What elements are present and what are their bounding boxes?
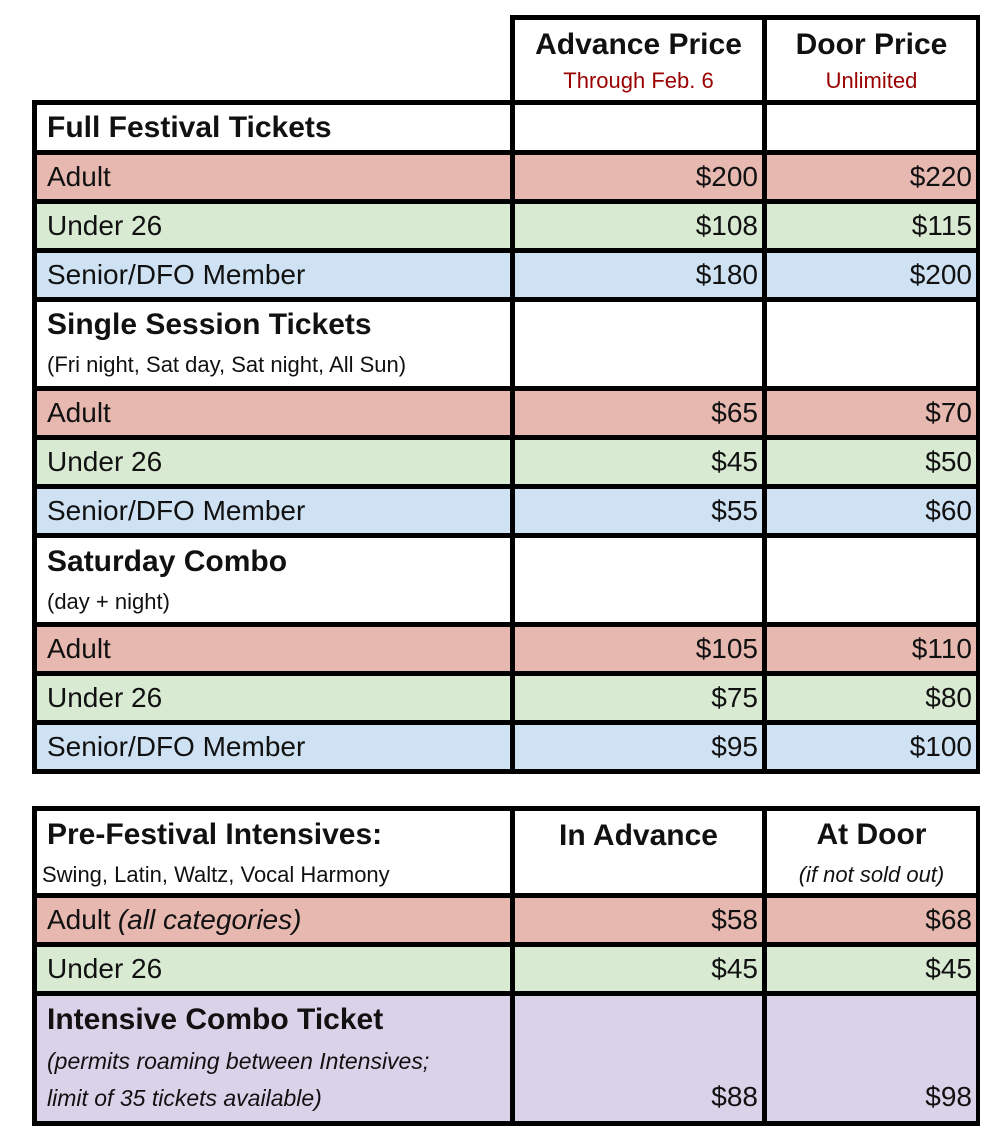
door-price-cell: $68: [767, 898, 976, 942]
section-title: Full Festival Tickets: [47, 110, 332, 144]
in-advance-header: [515, 811, 762, 893]
at-door-subtitle: (if not sold out): [798, 862, 945, 887]
table-row-label: Adult: [37, 155, 510, 199]
intensives-header: [37, 811, 510, 893]
table-row-label: Under 26: [37, 947, 510, 991]
door-price-cell: $80: [767, 676, 976, 720]
table-row-label: Adult: [37, 627, 510, 671]
table-row-label: Under 26: [37, 440, 510, 484]
table-row-label: Senior/DFO Member: [37, 725, 510, 769]
door-price-cell: $115: [767, 204, 976, 248]
empty-cell: [767, 538, 976, 622]
advance-price-cell: $58: [515, 898, 762, 942]
empty-cell: [515, 302, 762, 386]
advance-price-cell: $108: [515, 204, 762, 248]
empty-cell: [515, 538, 762, 622]
section-title: Saturday Combo: [47, 545, 288, 578]
advance-price-subtitle: Through Feb. 6: [563, 68, 714, 93]
advance-price-cell: $200: [515, 155, 762, 199]
door-price-cell: $220: [767, 155, 976, 199]
door-price-cell: $200: [767, 253, 976, 297]
section-title: Pre-Festival Intensives:: [47, 818, 383, 851]
combo-title: Intensive Combo Ticket: [47, 1003, 384, 1036]
door-price-cell: $60: [767, 489, 976, 533]
advance-price-cell: $45: [515, 947, 762, 991]
table-row-label: Adult: [37, 391, 510, 435]
at-door-header: [767, 811, 976, 893]
advance-price-cell: $105: [515, 627, 762, 671]
empty-cell: [767, 302, 976, 386]
door-price-cell: $50: [767, 440, 976, 484]
in-advance-title: In Advance: [559, 819, 718, 852]
table-row-label: Senior/DFO Member: [37, 489, 510, 533]
adult-note: (all categories): [117, 904, 302, 935]
advance-price-cell: $65: [515, 391, 762, 435]
ticket-table: [32, 100, 980, 774]
combo-note-1: (permits roaming between Intensives;: [47, 1048, 430, 1074]
section-full-festival: [37, 105, 510, 150]
door-price-header: [767, 20, 976, 100]
advance-price-cell: $75: [515, 676, 762, 720]
advance-price-header: [515, 20, 762, 100]
door-price-cell: $110: [767, 627, 976, 671]
empty-cell: [515, 105, 762, 150]
section-subtitle: (day + night): [47, 589, 170, 614]
combo-note-2: limit of 35 tickets available): [47, 1085, 322, 1111]
section-single-session: [37, 302, 510, 386]
section-title: Single Session Tickets: [47, 308, 372, 341]
table-row-label: Adult (all categories): [37, 898, 510, 942]
advance-price-cell: $45: [515, 440, 762, 484]
door-price-cell: $70: [767, 391, 976, 435]
advance-price-title: Advance Price: [535, 28, 742, 61]
advance-price-cell: $180: [515, 253, 762, 297]
section-subtitle: (Fri night, Sat day, Sat night, All Sun): [47, 352, 407, 377]
table-row-label: Under 26: [37, 676, 510, 720]
advance-price-cell: $95: [515, 725, 762, 769]
door-price-cell: $100: [767, 725, 976, 769]
advance-price-cell: $88: [515, 996, 762, 1121]
section-subtitle: Swing, Latin, Waltz, Vocal Harmony: [42, 862, 390, 887]
section-saturday-combo: [37, 538, 510, 622]
door-price-cell: $98: [767, 996, 976, 1121]
table-row-label: Senior/DFO Member: [37, 253, 510, 297]
table-row-label: Under 26: [37, 204, 510, 248]
empty-cell: [767, 105, 976, 150]
advance-price-cell: $55: [515, 489, 762, 533]
at-door-title: At Door: [816, 818, 927, 851]
door-price-subtitle: Unlimited: [825, 68, 918, 93]
door-price-cell: $45: [767, 947, 976, 991]
intensive-combo-label: [37, 996, 510, 1121]
door-price-title: Door Price: [795, 28, 948, 61]
